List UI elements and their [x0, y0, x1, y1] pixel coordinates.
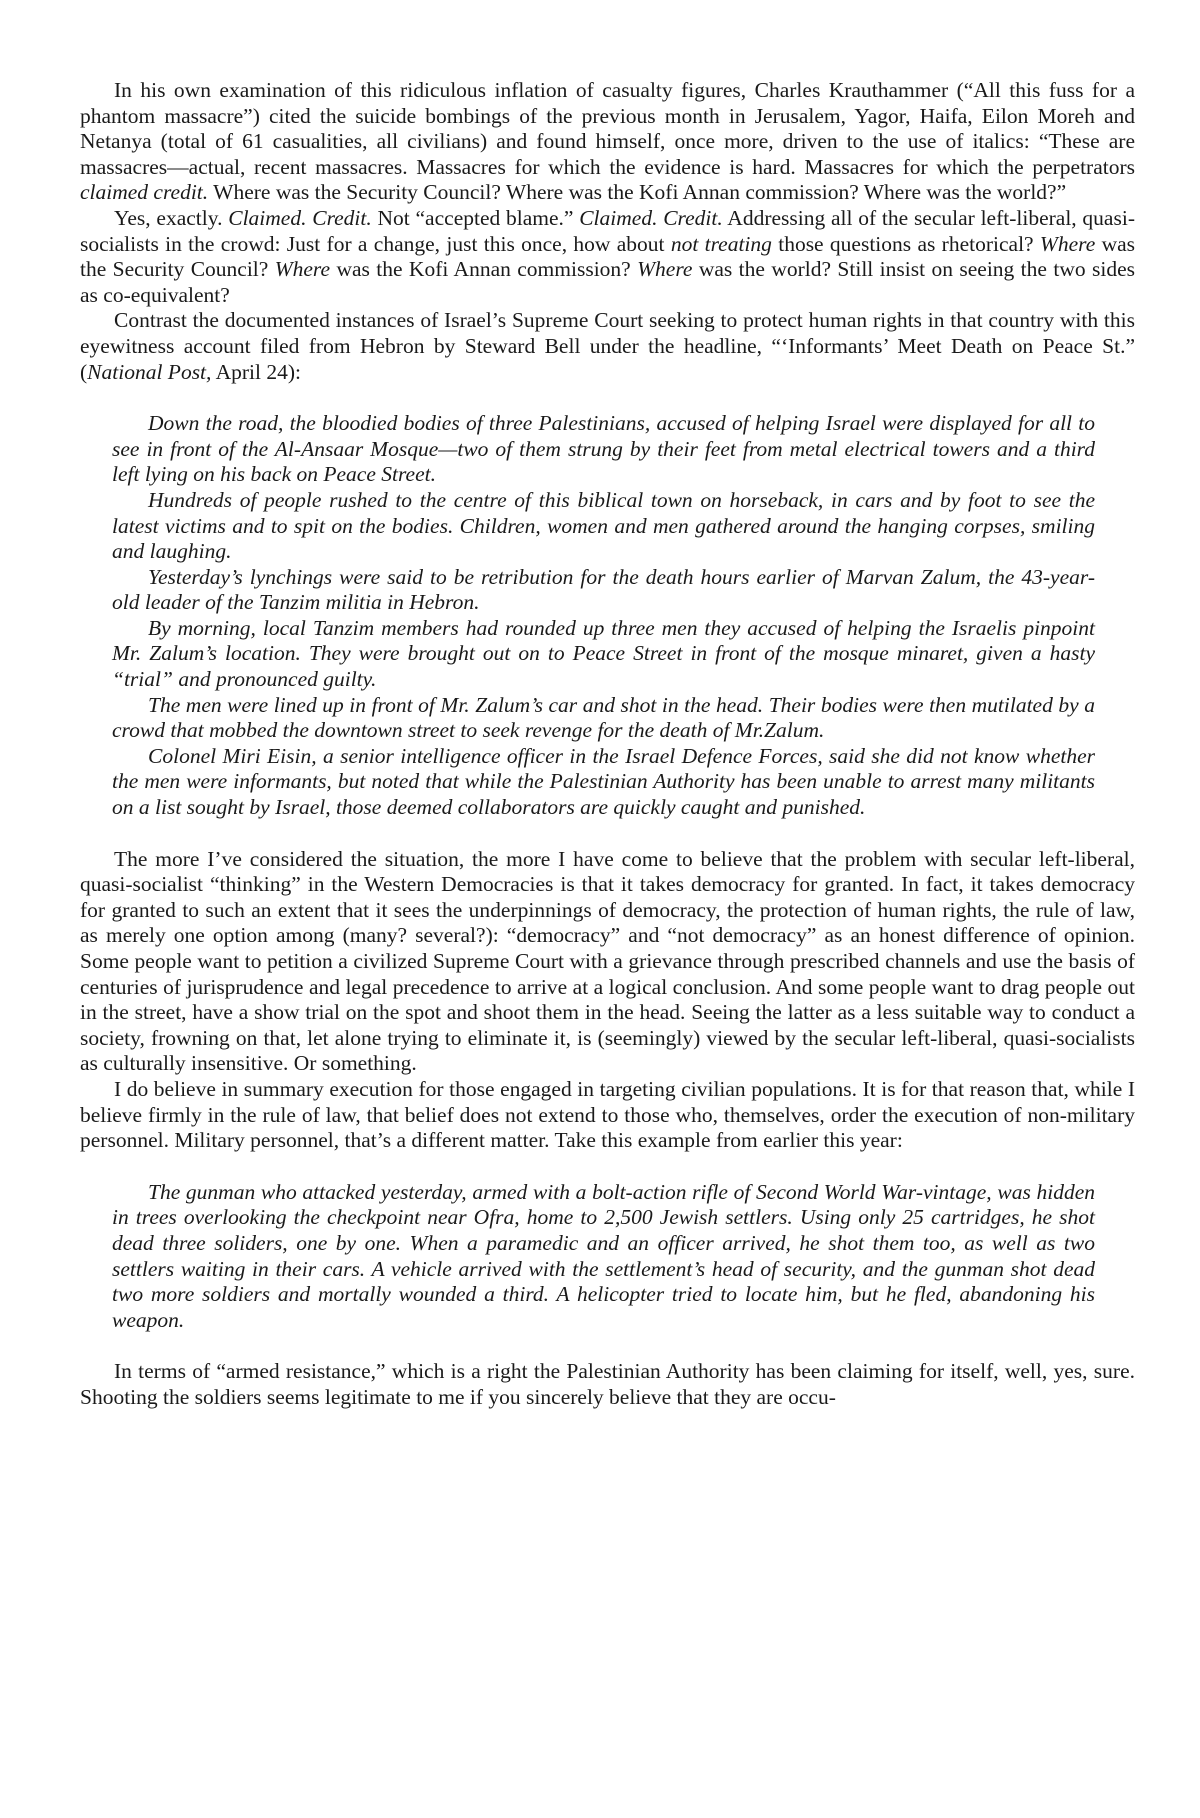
- paragraph-text: In his own examination of this ridiculous inflation of casualty figures, Charles Krauthammer (“All this fuss for a phantom massacre”) cited the suicide bombings of the previous month in Jerusalem, Yagor, Haifa, Eilon Moreh and Netanya (total of 61 casualities, all civilians) and found himself, once more, driven to the use of italics: “These are massacres—actual, recent massacres. Massacres for which the evidence is hard. Massacres for which the perpetrators: [80, 78, 1135, 179]
- paragraph-text: was the Security Council?: [80, 231, 1136, 282]
- italic-text: Claimed. Credit.: [579, 205, 723, 230]
- quote-paragraph: By morning, local Tanzim members had rounded up three men they accused of helping the Israelis pinpoint Mr. Zalum’s location. They were brought out on to Peace Street in front of the mosque minaret, given a hasty “trial” and pronounced guilty.: [112, 615, 1095, 692]
- block-quote-hebron: [112, 411, 1095, 821]
- italic-text: claimed credit.: [80, 180, 209, 205]
- paragraph-armed-resistance: In terms of “armed resistance,” which is a right the Palestinian Authority has been claiming for itself, well, yes, sure. Shooting the soldiers seems legitimate to me if you sincerely believe that they are occu-: [80, 1359, 1135, 1409]
- quote-paragraph: Yesterday’s lynchings were said to be retribution for the death hours earlier of Marvan Zalum, the 43-year-old leader of the Tanzim militia in Hebron.: [112, 564, 1095, 615]
- italic-text: Where: [274, 257, 331, 282]
- quote-paragraph: Down the road, the bloodied bodies of three Palestinians, accused of helping Israel were displayed for all to see in front of the Al-Ansaar Mosque—two of them strung by their feet from metal electrical towers and a third left lying on his back on Peace Street.: [112, 411, 1095, 487]
- paragraph-text: Addressing all of the secular left-liberal, quasi-socialists in the crowd: Just for a change, just this once, how about: [80, 205, 1135, 256]
- italic-text: Where: [637, 257, 693, 282]
- quote-paragraph: Hundreds of people rushed to the centre of this biblical town on horseback, in cars and by foot to see the latest victims and to spit on the bodies. Children, women and men gathered around the hanging corpses, smiling and laughing.: [112, 487, 1095, 564]
- italic-text: National Post,: [87, 359, 212, 384]
- quote-paragraph: Colonel Miri Eisin, a senior intelligence officer in the Israel Defence Forces, said she did not know whether the men were informants, but noted that while the Palestinian Authority has been unable to arrest many militants on a list sought by Israel, those deemed collaborators are quickly caught and punished.: [112, 743, 1095, 820]
- paragraph-hebron-intro: [80, 308, 1135, 385]
- block-quote-ofra: [112, 1180, 1095, 1334]
- italic-text: Where: [1039, 231, 1096, 256]
- paragraph-text: April 24):: [211, 359, 301, 384]
- paragraph-democracy: The more I’ve considered the situation, the more I have come to believe that the problem with secular left-liberal, quasi-socialist “thinking” in the Western Democracies is that it takes democracy for granted. In fact, it takes democracy for granted to such an extent that it sees the underpinnings of democracy, the protection of human rights, the rule of law, as merely one option among (many? several?): “democracy” and “not democracy” as an honest difference of opinion. Some people want to petition a civilized Supreme Court with a grievance through prescribed channels and use the basis of centuries of jurisprudence and legal precedence to arrive at a logical conclusion. And some people want to drag people out in the street, have a show trial on the spot and shoot them in the head. Seeing the latter as a less suitable way to conduct a society, frowning on that, let alone trying to eliminate it, is (seemingly) viewed by the secular left-liberal, quasi-socialists as culturally insensitive. Or something.: [80, 846, 1135, 1076]
- paragraph-krauthammer: [80, 78, 1135, 206]
- document-page: [80, 78, 1135, 1411]
- paragraph-text: was the Kofi Annan commission?: [330, 257, 638, 282]
- paragraph-summary-execution: I do believe in summary execution for those engaged in targeting civilian populations. It is for that reason that, while I believe firmly in the rule of law, that belief does not extend to those who, themselves, order the execution of non-military personnel. Military personnel, that’s a different matter. Take this example from earlier this year:: [80, 1076, 1135, 1153]
- quote-paragraph: The gunman who attacked yesterday, armed with a bolt-action rifle of Second World War-vintage, was hidden in trees overlooking the checkpoint near Ofra, home to 2,500 Jewish settlers. Using only 25 cartridges, he shot dead three soliders, one by one. When a paramedic and an officer arrived, he shot them too, as well as two settlers waiting in their cars. A vehicle arrived with the settlement’s head of security, and the gunman shot dead two more soldiers and mortally wounded a third. A helicopter tried to locate him, but he fled, abandoning his weapon.: [112, 1179, 1095, 1332]
- paragraph-claimed-credit: [80, 206, 1135, 308]
- italic-text: Claimed. Credit.: [228, 205, 372, 230]
- paragraph-text: those questions as rhetorical?: [771, 231, 1040, 256]
- paragraph-text: was the world? Still insist on seeing the two sides as co-equivalent?: [80, 257, 1135, 307]
- paragraph-text: Where was the Security Council? Where was the Kofi Annan commission? Where was the world?”: [208, 180, 1067, 205]
- paragraph-text: Not “accepted blame.”: [371, 205, 580, 230]
- quote-paragraph: The men were lined up in front of Mr. Zalum’s car and shot in the head. Their bodies were then mutilated by a crowd that mobbed the downtown street to seek revenge for the death of Mr.Zalum.: [112, 692, 1095, 743]
- paragraph-text: Contrast the documented instances of Israel’s Supreme Court seeking to protect human rights in that country with this eyewitness account filed from Hebron by Steward Bell under the headline, “‘Informants’ Meet Death on Peace St.” (: [80, 308, 1135, 384]
- paragraph-text: Yes, exactly.: [114, 205, 229, 230]
- italic-text: not treating: [670, 231, 772, 256]
